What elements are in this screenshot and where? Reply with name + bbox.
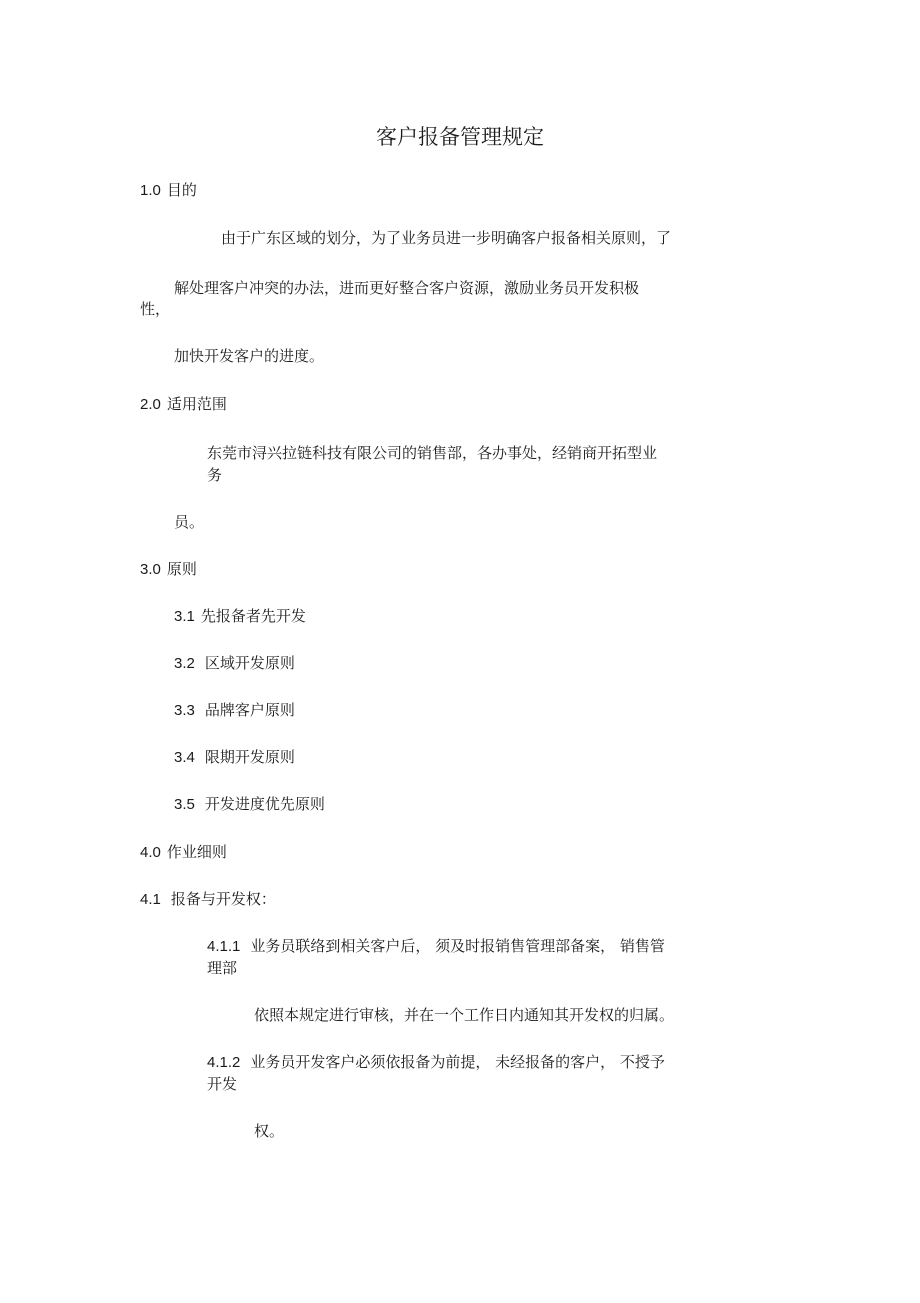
item-text: 区域开发原则 [204, 654, 295, 672]
list-item [174, 748, 295, 767]
section-number: 1.0 [140, 182, 161, 199]
section-heading-scope [140, 395, 227, 414]
list-item [174, 795, 325, 814]
clause [207, 1053, 665, 1072]
item-text: 限期开发原则 [204, 748, 295, 766]
section-title: 原则 [166, 560, 197, 578]
clause-continuation: 权。 [254, 1122, 285, 1140]
clause-continuation: 依照本规定进行审核，并在一个工作日内通知其开发权的归属。 [254, 1006, 675, 1024]
item-text: 品牌客户原则 [204, 701, 295, 719]
list-item [174, 607, 306, 626]
section-heading-principles [140, 560, 197, 579]
section-heading-purpose [140, 181, 197, 200]
item-number: 3.1 [174, 608, 195, 625]
paragraph: 员。 [174, 513, 205, 531]
section-title: 目的 [166, 181, 197, 199]
item-number: 3.3 [174, 702, 195, 719]
clause-number: 4.1.2 [207, 1054, 241, 1071]
clause-wrap: 理部 [207, 959, 238, 977]
item-text: 先报备者先开发 [200, 607, 306, 625]
item-number: 3.4 [174, 749, 195, 766]
clause-wrap: 开发 [207, 1075, 238, 1093]
section-heading-procedures [140, 843, 227, 862]
page-title: 客户报备管理规定 [376, 125, 544, 149]
subsection-number: 4.1 [140, 891, 161, 908]
clause [207, 937, 665, 956]
clause-text: 业务员开发客户必须依报备为前提， 未经报备的客户， 不授予 [250, 1053, 665, 1071]
paragraph: 由于广东区域的划分，为了业务员进一步明确客户报备相关原则，了 [221, 229, 672, 247]
section-title: 作业细则 [166, 843, 227, 861]
section-number: 3.0 [140, 561, 161, 578]
subsection-title: 报备与开发权： [170, 890, 276, 908]
paragraph: 东莞市浔兴拉链科技有限公司的销售部，各办事处，经销商开拓型业 [207, 444, 658, 462]
paragraph: 加快开发客户的进度。 [174, 347, 325, 365]
item-number: 3.2 [174, 655, 195, 672]
list-item [174, 654, 295, 673]
item-number: 3.5 [174, 796, 195, 813]
section-number: 4.0 [140, 844, 161, 861]
subsection-heading [140, 890, 276, 909]
clause-number: 4.1.1 [207, 938, 241, 955]
section-title: 适用范围 [166, 395, 227, 413]
paragraph-wrap: 性， [140, 300, 171, 318]
list-item [174, 701, 295, 720]
section-number: 2.0 [140, 396, 161, 413]
paragraph: 解处理客户冲突的办法，进而更好整合客户资源，激励业务员开发积极 [174, 279, 640, 297]
clause-text: 业务员联络到相关客户后， 须及时报销售管理部备案， 销售管 [250, 937, 665, 955]
item-text: 开发进度优先原则 [204, 795, 325, 813]
paragraph-wrap: 务 [207, 466, 223, 484]
